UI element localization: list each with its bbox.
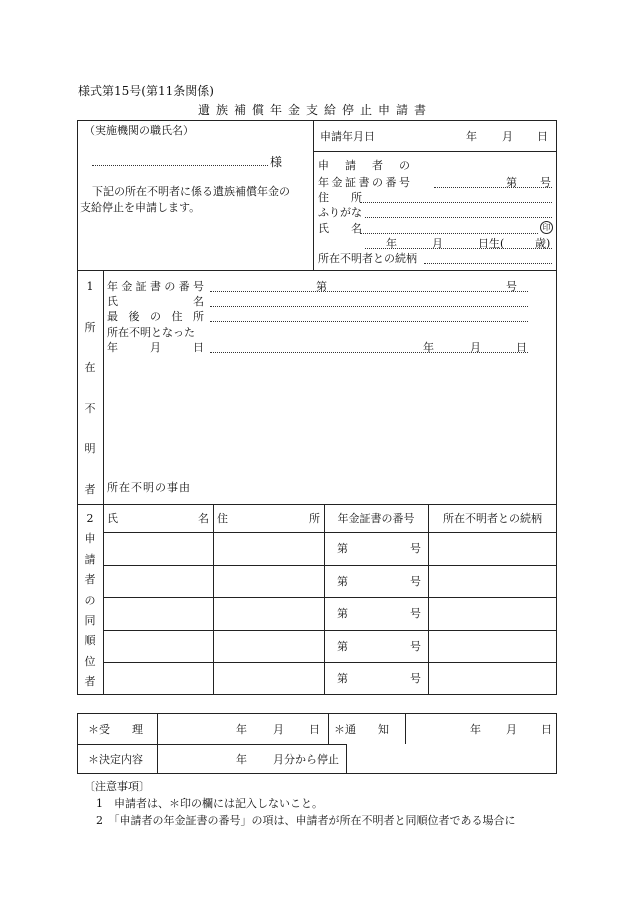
seal-icon: 印 [540,221,553,234]
section1-heading: 1 所 在 不 明 者 [84,280,96,496]
row1-dai: 第 [337,542,348,555]
applicant-cert-no-field[interactable] [434,187,552,188]
applicant-name-label: 氏 名 [318,222,362,235]
row2-gou: 号 [410,575,421,588]
missing-reason-label: 所在不明の事由 [107,481,191,494]
missing-since-label: 所在不明となった [107,326,195,339]
applicant-name-field[interactable] [360,233,538,234]
form-number: 様式第15号(第11条関係) [78,84,214,98]
missing-name-label: 氏 名 [107,295,204,308]
notice-label: ＊通 知 [334,723,389,736]
month-from-stop: 月分から停止 [273,753,339,766]
missing-cert-no-label: 年 金 証 書 の 番 号 [107,280,204,293]
request-text-line1: 下記の所在不明者に係る遺族補償年金の [92,185,290,198]
notes-heading: 〔注意事項〕 [84,780,150,793]
col-header-relation: 所在不明者との続柄 [443,512,542,525]
row3-gou: 号 [410,607,421,620]
applicant-label: 申 請 者 の [318,159,410,172]
last-address-field[interactable] [210,321,528,322]
row4-dai: 第 [337,640,348,653]
form-title: 遺族補償年金支給停止申請書 [197,103,432,117]
row2-dai: 第 [337,575,348,588]
section2-heading: 2 申 請 者 の 同 順 位 者 [84,512,96,688]
decision-label: ＊決定内容 [88,753,143,766]
last-address-label: 最 後 の 住 所 [107,310,204,323]
request-text-line2: 支給停止を申請します。 [80,201,201,214]
row5-dai: 第 [337,672,348,685]
missing-reason-area[interactable] [105,360,555,478]
col-header-cert-no: 年金証書の番号 [337,512,415,525]
furigana-field[interactable] [365,217,552,218]
applicant-cert-no-label: 年 金 証 書 の 番 号 [318,176,410,189]
row3-dai: 第 [337,607,348,620]
applicant-address-label: 住 所 [318,191,362,204]
app-date-label: 申請年月日 [320,130,375,143]
missing-name-field[interactable] [210,306,528,307]
relation-label: 所在不明者との続柄 [318,252,417,265]
missing-since-ymd-label: 年 月 日 [107,341,204,354]
col-header-address: 住 所 [217,512,320,525]
honorific: 様 [270,155,283,169]
missing-cert-no-field[interactable] [210,291,528,292]
receipt-label: ＊受 理 [88,723,143,736]
applicant-address-field[interactable] [360,202,552,203]
furigana-label: ふりがな [318,206,362,219]
row1-gou: 号 [410,542,421,555]
col-header-name: 氏 名 [107,512,209,525]
org-label: （実施機関の職氏名） [84,124,194,137]
relation-field[interactable] [424,263,552,264]
org-name-line[interactable] [92,165,268,166]
note-1: 1 申請者は、＊印の欄には記入しないこと。 [96,797,323,810]
row5-gou: 号 [410,672,421,685]
row4-gou: 号 [410,640,421,653]
note-2: 2 「申請者の年金証書の番号」の項は、申請者が所在不明者と同順位者である場合に [96,814,516,827]
